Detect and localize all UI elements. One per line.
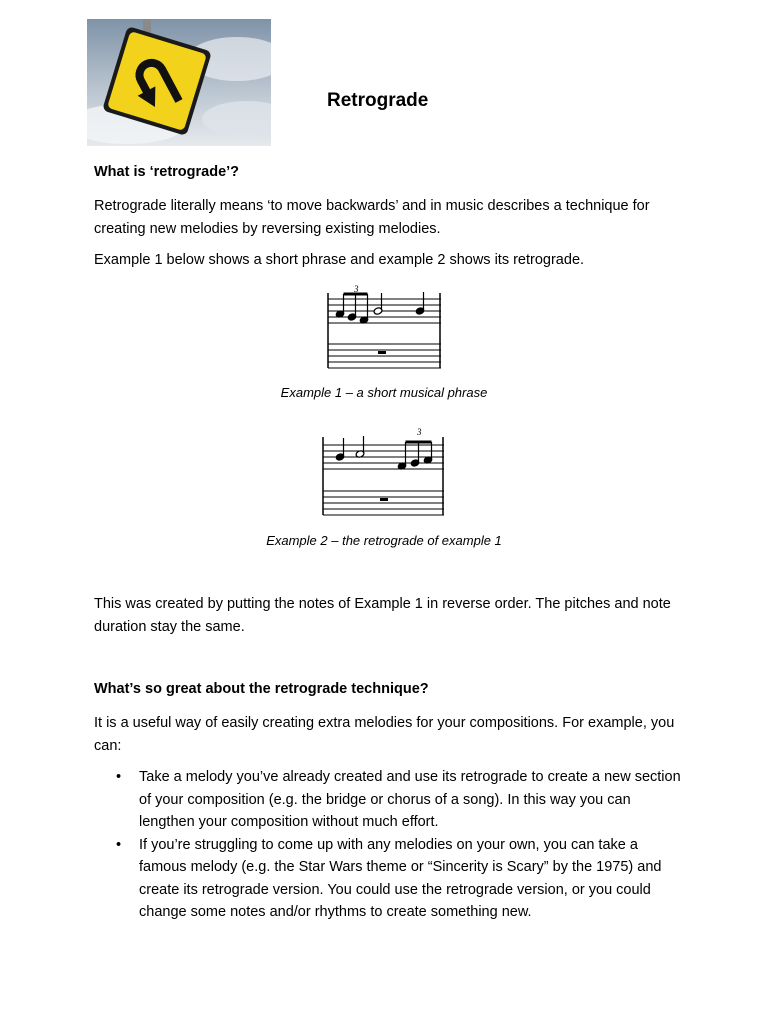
example-2-caption: Example 2 – the retrograde of example 1 xyxy=(266,533,502,548)
bullet-icon: • xyxy=(116,836,122,853)
section-heading-what-is: What is ‘retrograde’? xyxy=(94,164,240,180)
bullet-icon: • xyxy=(116,769,122,785)
page-title: Retrograde xyxy=(327,90,429,111)
u-turn-road-sign-icon xyxy=(87,19,271,146)
paragraph-explanation: This was created by putting the notes of Example 1 in reverse order. The pitches and note duration stay the same. xyxy=(94,596,671,635)
section-heading-why-great: What’s so great about the retrograde technique? xyxy=(94,681,429,697)
paragraph-example-intro: Example 1 below shows a short phrase and example 2 shows its retrograde. xyxy=(94,252,585,268)
tuplet-3-label: 3 xyxy=(417,428,422,437)
example-1-staff xyxy=(325,284,445,379)
bullet-list xyxy=(94,766,684,924)
list-item-text: Take a melody you’ve already created and use its retrograde to create a new section of your composition (e.g. the bridge or chorus of a song). In this way you can lengthen your composition without much effort. xyxy=(139,769,681,830)
header-photo xyxy=(87,19,271,146)
list-item-text: If you’re struggling to come up with any melodies on your own, you can take a famous melody (e.g. the Star Wars theme or “Sincerity is Scary” by the 1975) and create its retrograde version. You could use the retrograde version, or you could change some notes and/or rhythms to create something new. xyxy=(139,836,662,920)
example-2-staff xyxy=(320,428,448,525)
paragraph-definition: Retrograde literally means ‘to move backwards’ and in music describes a technique for creating new melodies by reversing existing melodies. xyxy=(94,198,650,237)
tuplet-3-label: 3 xyxy=(354,284,359,294)
list-item xyxy=(94,834,684,924)
example-1-caption: Example 1 – a short musical phrase xyxy=(280,385,488,400)
list-item xyxy=(94,766,684,834)
paragraph-usefulness: It is a useful way of easily creating extra melodies for your compositions. For example, you can: xyxy=(94,715,675,754)
